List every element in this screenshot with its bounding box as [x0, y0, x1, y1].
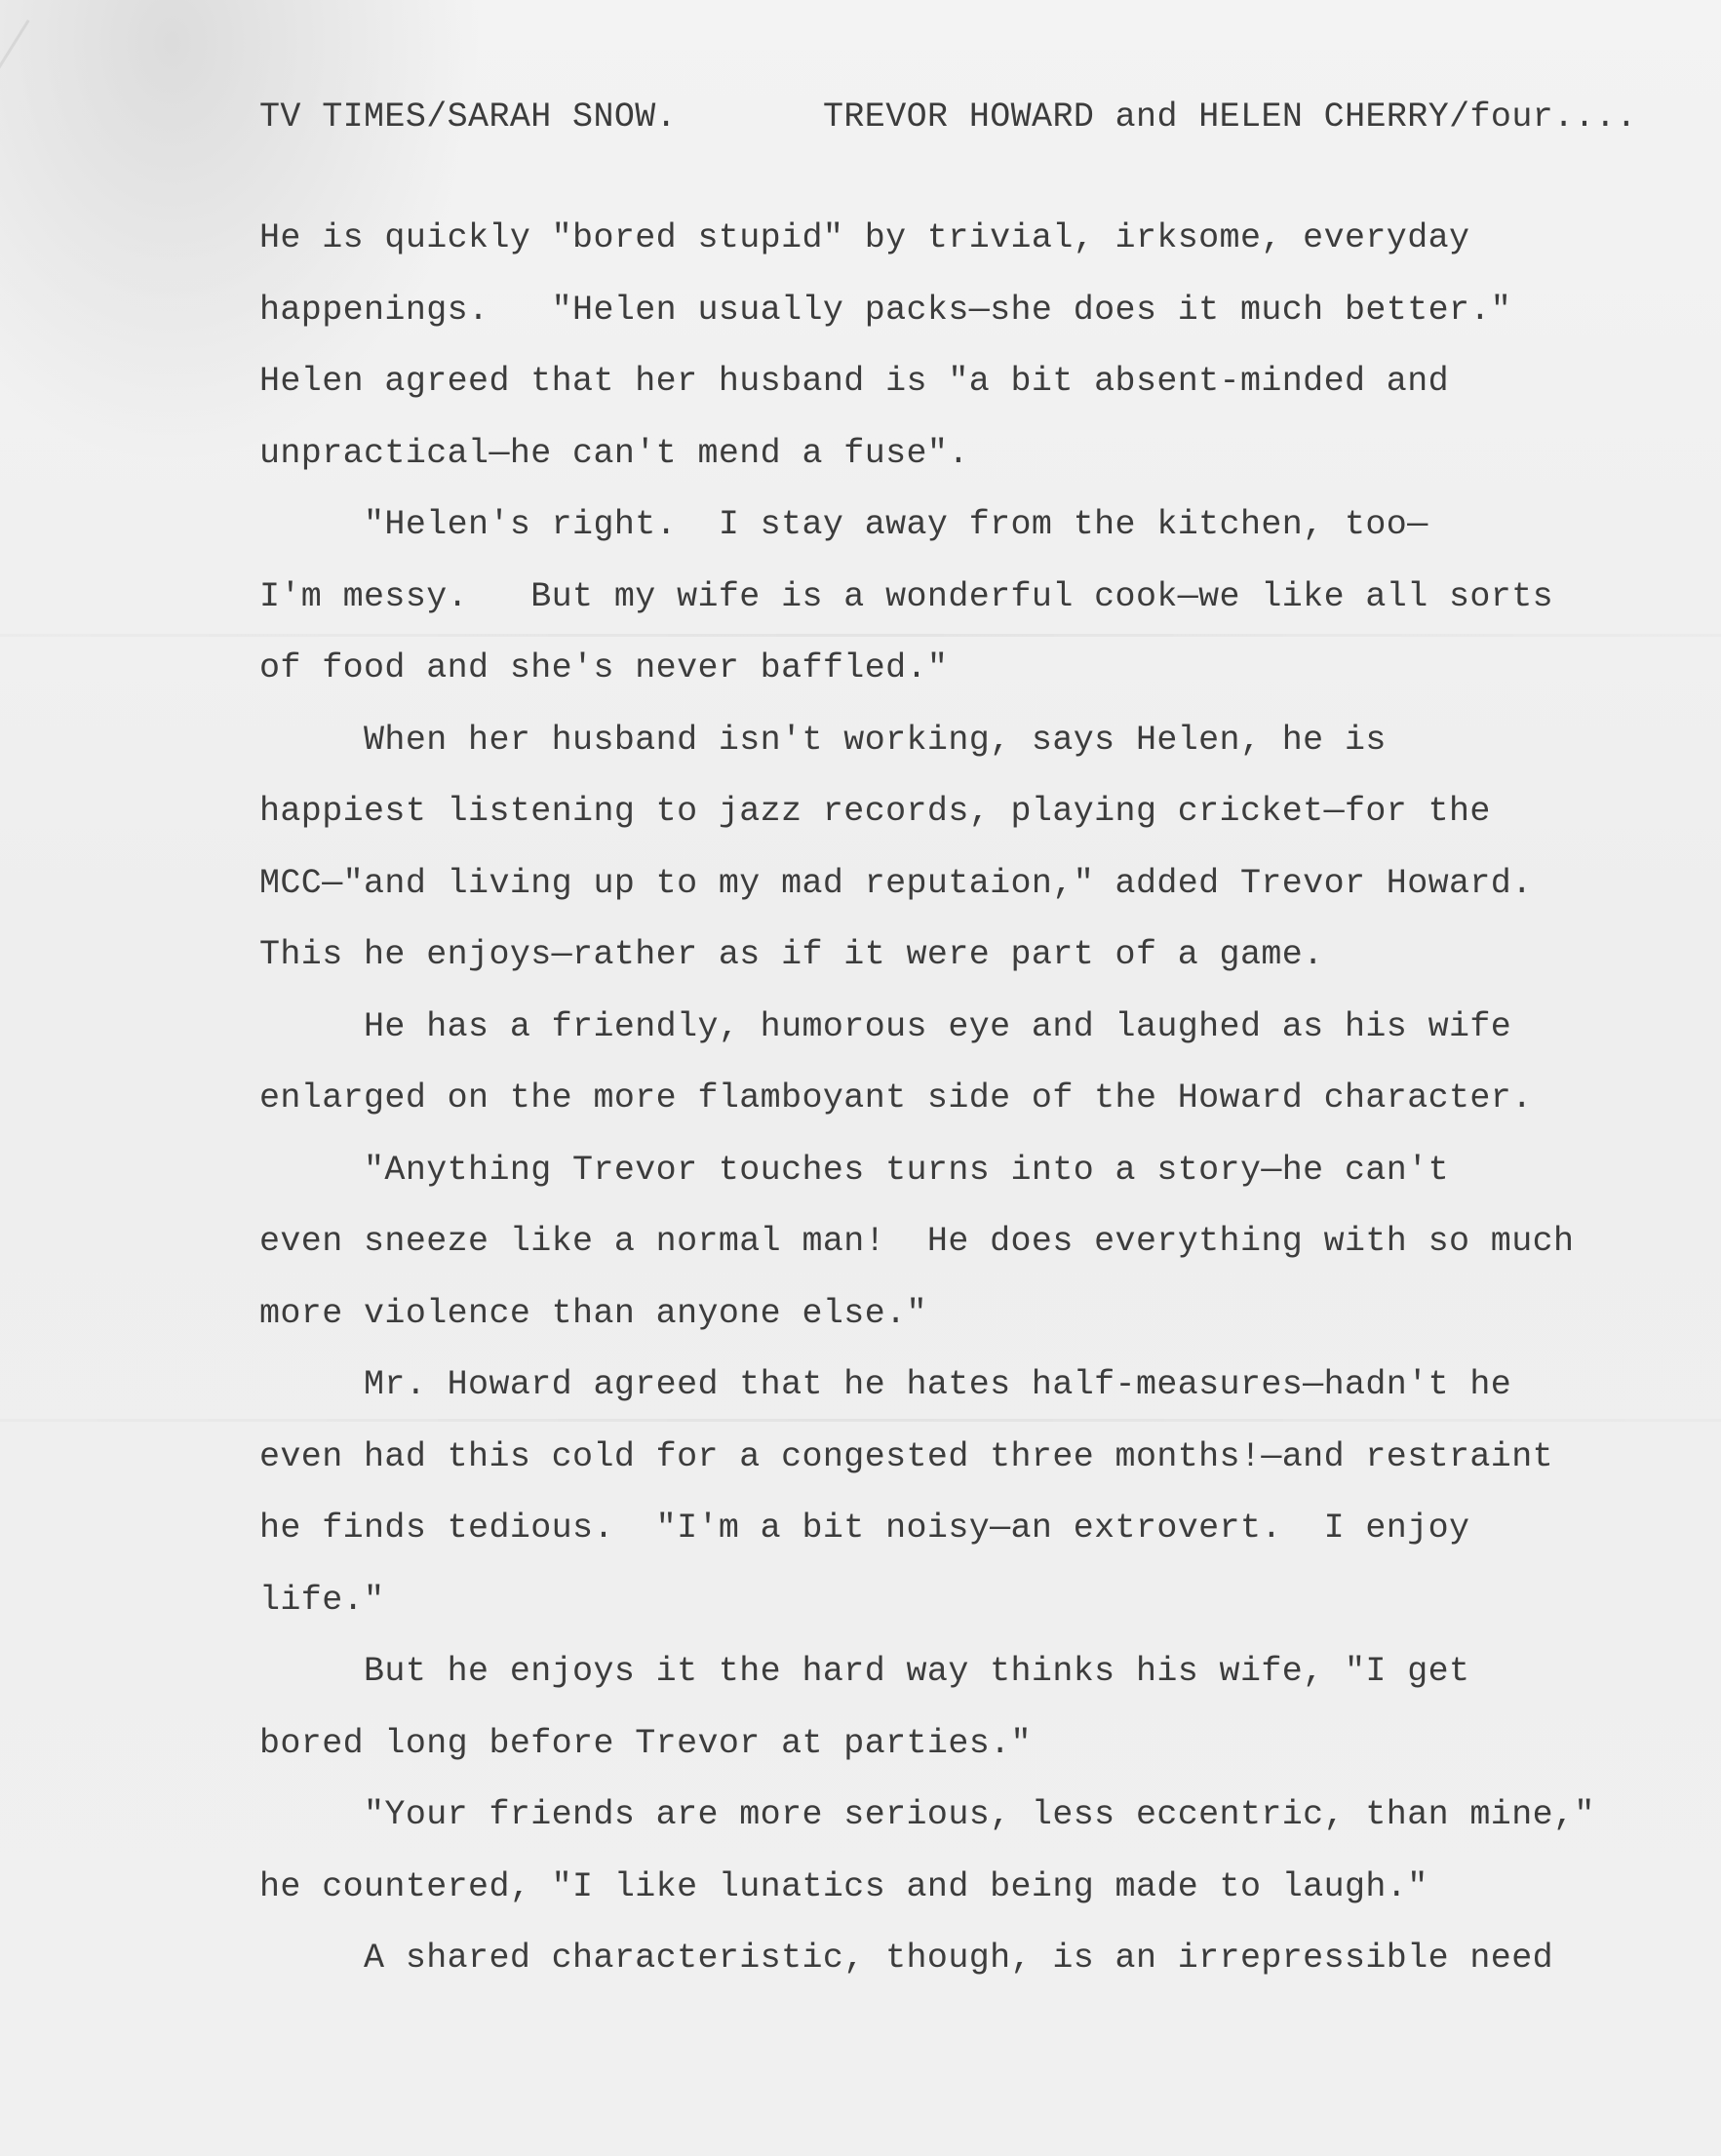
text-line: even sneeze like a normal man! He does everything with so much [259, 1222, 1575, 1261]
paper-crease [0, 20, 30, 120]
header-publication: TV TIMES/SARAH SNOW. [259, 98, 678, 137]
page-header [259, 98, 1663, 146]
article-body [259, 203, 1663, 1995]
text-line: He is quickly "bored stupid" by trivial, irksome, everyday [259, 218, 1470, 257]
text-line: "Anything Trevor touches turns into a story—he can't [259, 1150, 1449, 1190]
text-line: MCC—"and living up to my mad reputaion," added Trevor Howard. [259, 863, 1533, 903]
text-line: He has a friendly, humorous eye and laughed as his wife [259, 1006, 1512, 1046]
text-line: A shared characteristic, though, is an irrepressible need [259, 1939, 1554, 1978]
text-line: When her husband isn't working, says Helen, he is [259, 720, 1387, 760]
text-line: he countered, "I like lunatics and being made to laugh." [259, 1866, 1428, 1906]
text-line: happenings. "Helen usually packs—she does it much better." [259, 290, 1512, 330]
text-line: "Your friends are more serious, less eccentric, than mine," [259, 1795, 1595, 1834]
text-line: Mr. Howard agreed that he hates half-measures—hadn't he [259, 1365, 1512, 1404]
text-line: he finds tedious. "I'm a bit noisy—an extrovert. I enjoy [259, 1509, 1470, 1548]
text-line: Helen agreed that her husband is "a bit absent-minded and [259, 362, 1449, 401]
text-line: But he enjoys it the hard way thinks his wife, "I get [259, 1652, 1470, 1691]
text-line: happiest listening to jazz records, playing cricket—for the [259, 792, 1491, 831]
text-line: of food and she's never baffled." [259, 648, 949, 687]
text-line: more violence than anyone else." [259, 1293, 927, 1333]
text-line: enlarged on the more flamboyant side of the Howard character. [259, 1078, 1533, 1117]
header-article-title: TREVOR HOWARD and HELEN CHERRY/four.... [823, 98, 1637, 137]
text-line: even had this cold for a congested three months!—and restraint [259, 1436, 1554, 1476]
text-line: unpractical—he can't mend a fuse". [259, 433, 969, 473]
text-line: bored long before Trevor at parties." [259, 1723, 1032, 1763]
text-line: life." [259, 1580, 385, 1620]
text-line: "Helen's right. I stay away from the kitchen, too— [259, 505, 1428, 544]
text-line: This he enjoys—rather as if it were part of a game. [259, 935, 1324, 974]
text-line: I'm messy. But my wife is a wonderful cook—we like all sorts [259, 576, 1554, 616]
